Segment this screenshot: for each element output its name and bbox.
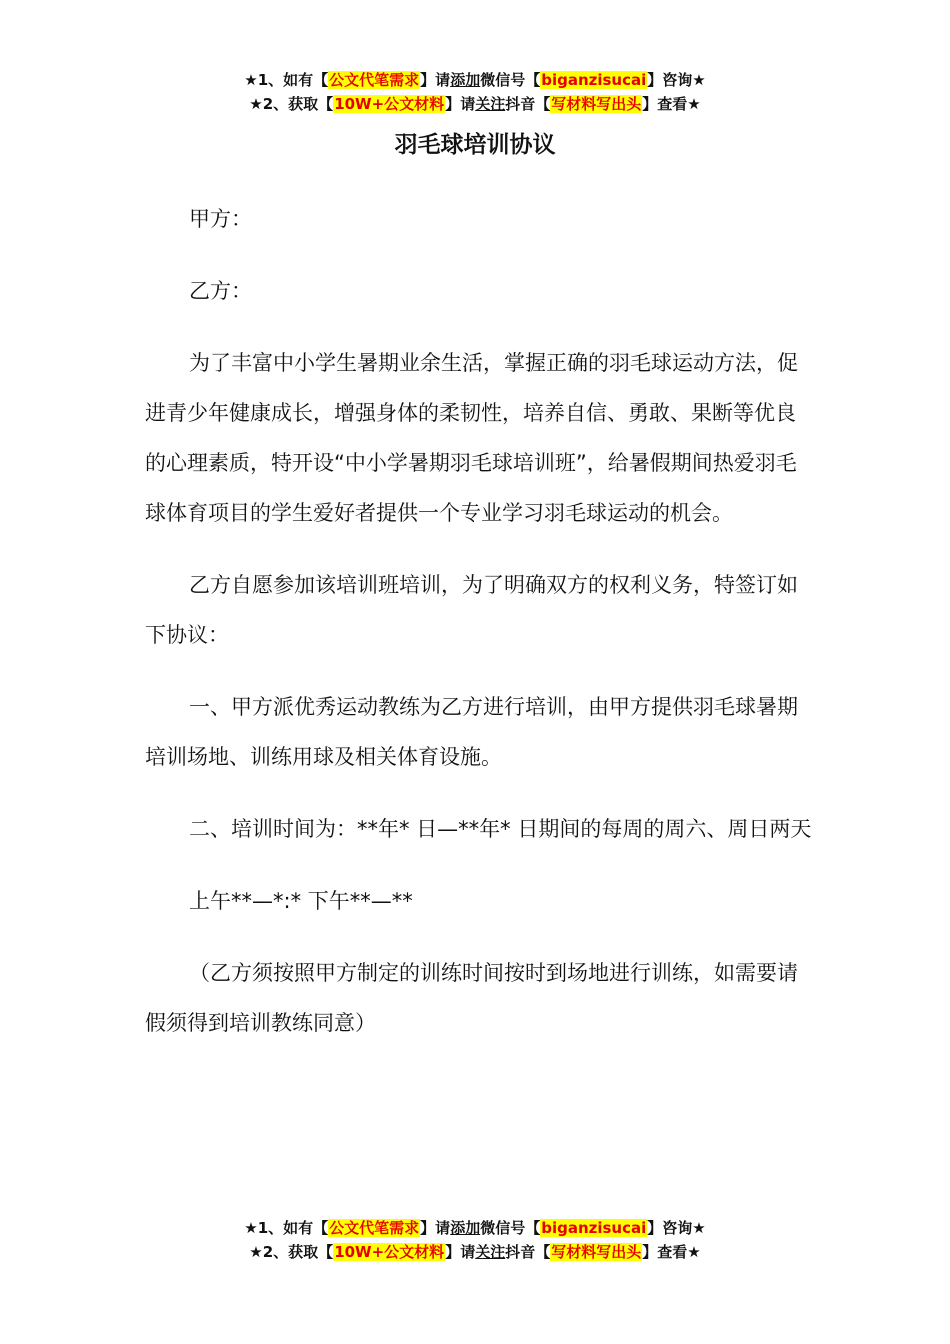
intro-paragraph: 为了丰富中小学生暑期业余生活，掌握正确的羽毛球运动方法，促进青少年健康成长，增强身体的柔韧性，培养自信、勇敢、果断等优良的心理素质，特开设“中小学暑期羽毛球培训班”，给暑假期间热爱羽毛球体育项目的学生爱好者提供一个专业学习羽毛球运动的机会。 [145, 351, 798, 525]
footer-banner [0, 1216, 950, 1264]
banner-highlight: 10W+公文材料 [334, 95, 445, 113]
banner-highlight: 10W+公文材料 [334, 1243, 445, 1261]
banner-underlined: 关注 [475, 95, 506, 113]
agreement-paragraph: 乙方自愿参加该培训班培训，为了明确双方的权利义务，特签订如下协议： [145, 573, 798, 647]
banner-text: 】请 [420, 71, 451, 89]
banner-line-1 [0, 1216, 950, 1240]
banner-text: 】咨询★ [647, 1219, 706, 1237]
banner-text: 】查看★ [642, 1243, 701, 1261]
banner-text: 】请 [420, 1219, 451, 1237]
banner-highlight: 写材料写出头 [551, 95, 642, 113]
banner-text: ★1、如有【 [244, 1219, 329, 1237]
attendance-note: （乙方须按照甲方制定的训练时间按时到场地进行训练，如需要请假须得到培训教练同意） [145, 961, 798, 1035]
banner-highlight: biganzisucai [541, 71, 647, 89]
banner-text: 微信号【 [480, 71, 541, 89]
document-title: 羽毛球培训协议 [394, 132, 556, 158]
banner-highlight: 写材料写出头 [551, 1243, 642, 1261]
header-banner [0, 68, 950, 116]
banner-highlight: 公文代笔需求 [329, 71, 420, 89]
clause-2: 二、培训时间为：**年* 日—**年* 日期间的每周的周六、周日两天 [189, 817, 812, 841]
party-b-line: 乙方： [189, 279, 252, 303]
banner-underlined: 添加 [450, 71, 481, 89]
banner-text: 】咨询★ [647, 71, 706, 89]
banner-line-2 [0, 1240, 950, 1264]
banner-text: 抖音【 [505, 95, 551, 113]
banner-highlight: 公文代笔需求 [329, 1219, 420, 1237]
banner-highlight: biganzisucai [541, 1219, 647, 1237]
banner-text: 】请 [445, 1243, 476, 1261]
banner-underlined: 关注 [475, 1243, 506, 1261]
banner-text: 微信号【 [480, 1219, 541, 1237]
banner-line-1 [0, 68, 950, 92]
banner-text: ★1、如有【 [244, 71, 329, 89]
banner-text: 抖音【 [505, 1243, 551, 1261]
schedule-line: 上午**—*:* 下午**—** [189, 889, 413, 913]
party-a-line: 甲方： [189, 207, 252, 231]
banner-text: ★2、获取【 [249, 95, 334, 113]
clause-1: 一、甲方派优秀运动教练为乙方进行培训，由甲方提供羽毛球暑期培训场地、训练用球及相关体育设施。 [145, 695, 798, 769]
banner-underlined: 添加 [450, 1219, 481, 1237]
banner-line-2 [0, 92, 950, 116]
banner-text: ★2、获取【 [249, 1243, 334, 1261]
banner-text: 】请 [445, 95, 476, 113]
document-body [145, 194, 813, 1070]
banner-text: 】查看★ [642, 95, 701, 113]
